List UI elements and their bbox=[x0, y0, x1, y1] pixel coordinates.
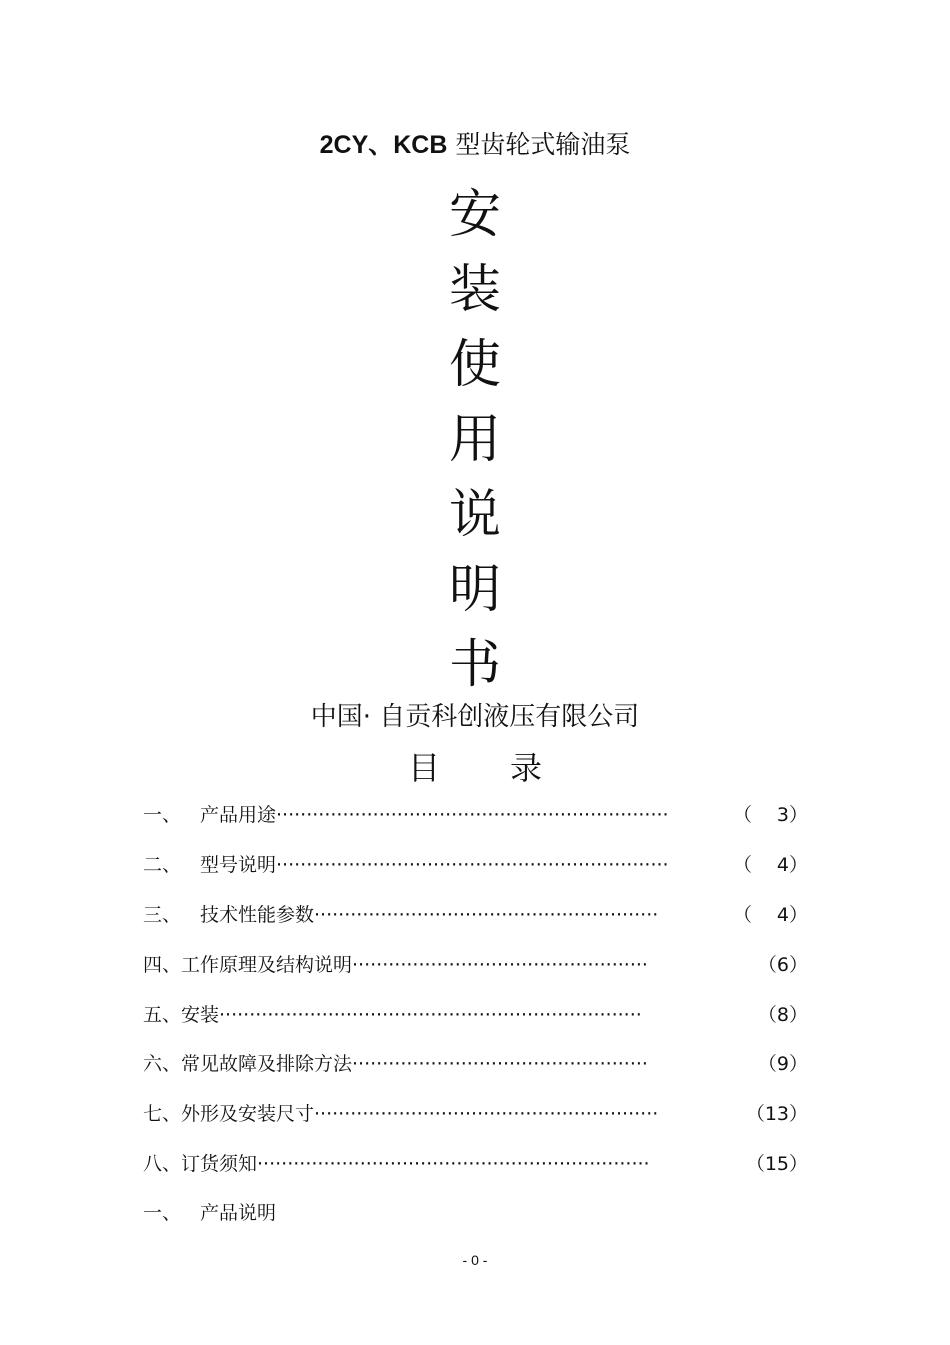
toc-leader-dots: ························································· bbox=[314, 904, 659, 926]
toc-entry-page: （8） bbox=[757, 1004, 808, 1026]
toc-leader-dots: ················································· bbox=[352, 1053, 648, 1075]
company-name: 中国· 自贡科创液压有限公司 bbox=[310, 702, 640, 732]
toc-entry-page: 4） bbox=[776, 854, 808, 876]
toc-paren-open: （ bbox=[733, 854, 753, 876]
toc-heading-right: 录 bbox=[510, 749, 543, 787]
toc-entry-page: （13） bbox=[745, 1103, 808, 1125]
title-char: 装 bbox=[448, 260, 501, 320]
toc-paren-open: （ bbox=[733, 904, 753, 926]
page-number: - 0 - bbox=[462, 1252, 488, 1268]
title-char: 书 bbox=[448, 635, 501, 695]
product-name: 型齿轮式输油泵 bbox=[455, 130, 631, 159]
toc-entry[interactable] bbox=[143, 1049, 808, 1079]
toc-entry[interactable] bbox=[143, 900, 808, 930]
title-char: 说 bbox=[448, 485, 501, 545]
toc-entry[interactable] bbox=[143, 850, 808, 880]
toc-entry-page: （15） bbox=[745, 1153, 808, 1175]
toc-entry-number: 一、 bbox=[143, 804, 182, 826]
toc-leader-dots: ································································· bbox=[276, 804, 669, 826]
toc-leader-dots: ························································· bbox=[314, 1103, 659, 1125]
toc-leader-dots: ······································································ bbox=[219, 1004, 642, 1026]
section-heading-number: 一、 bbox=[143, 1202, 182, 1224]
toc-leader-dots: ················································· bbox=[352, 954, 648, 976]
toc-leader-dots: ································································· bbox=[257, 1153, 650, 1175]
toc-entry-page: （9） bbox=[757, 1053, 808, 1075]
toc-leader-dots: ································································· bbox=[276, 854, 669, 876]
title-char: 明 bbox=[448, 560, 501, 620]
toc-entry[interactable] bbox=[143, 1000, 808, 1030]
toc-entry[interactable] bbox=[143, 950, 808, 980]
toc-entry-number: 三、 bbox=[143, 904, 182, 926]
toc-entry-label: 五、安装······································································ bbox=[143, 1004, 642, 1026]
toc-entry-label: 七、外形及安装尺寸························································· bbox=[143, 1103, 659, 1125]
toc-heading bbox=[0, 748, 950, 788]
manual-title bbox=[0, 178, 950, 703]
toc-entry-label: 型号说明································································· bbox=[200, 854, 669, 876]
toc-entry-label: 八、订货须知································································· bbox=[143, 1153, 650, 1175]
toc-entry-label: 六、常见故障及排除方法················································· bbox=[143, 1053, 648, 1075]
toc-entry[interactable] bbox=[143, 800, 808, 830]
title-char: 安 bbox=[448, 185, 501, 245]
toc-entry-page: 4） bbox=[776, 904, 808, 926]
toc-entry-number: 二、 bbox=[143, 854, 182, 876]
toc-entry-page: （6） bbox=[757, 954, 808, 976]
toc-entry-page: 3） bbox=[776, 804, 808, 826]
title-char: 用 bbox=[448, 410, 501, 470]
toc-heading-left: 目 bbox=[407, 749, 440, 787]
product-model: 2CY、KCB bbox=[319, 131, 448, 159]
section-heading-label: 产品说明 bbox=[200, 1202, 277, 1224]
toc-entry[interactable] bbox=[143, 1099, 808, 1129]
toc-entry-label: 四、工作原理及结构说明················································· bbox=[143, 954, 648, 976]
toc-paren-open: （ bbox=[733, 804, 753, 826]
toc-entry[interactable] bbox=[143, 1149, 808, 1179]
title-char: 使 bbox=[448, 335, 501, 395]
product-title bbox=[0, 128, 950, 162]
toc-entry-label: 产品用途································································· bbox=[200, 804, 669, 826]
toc-entry-label: 技术性能参数························································· bbox=[200, 904, 659, 926]
